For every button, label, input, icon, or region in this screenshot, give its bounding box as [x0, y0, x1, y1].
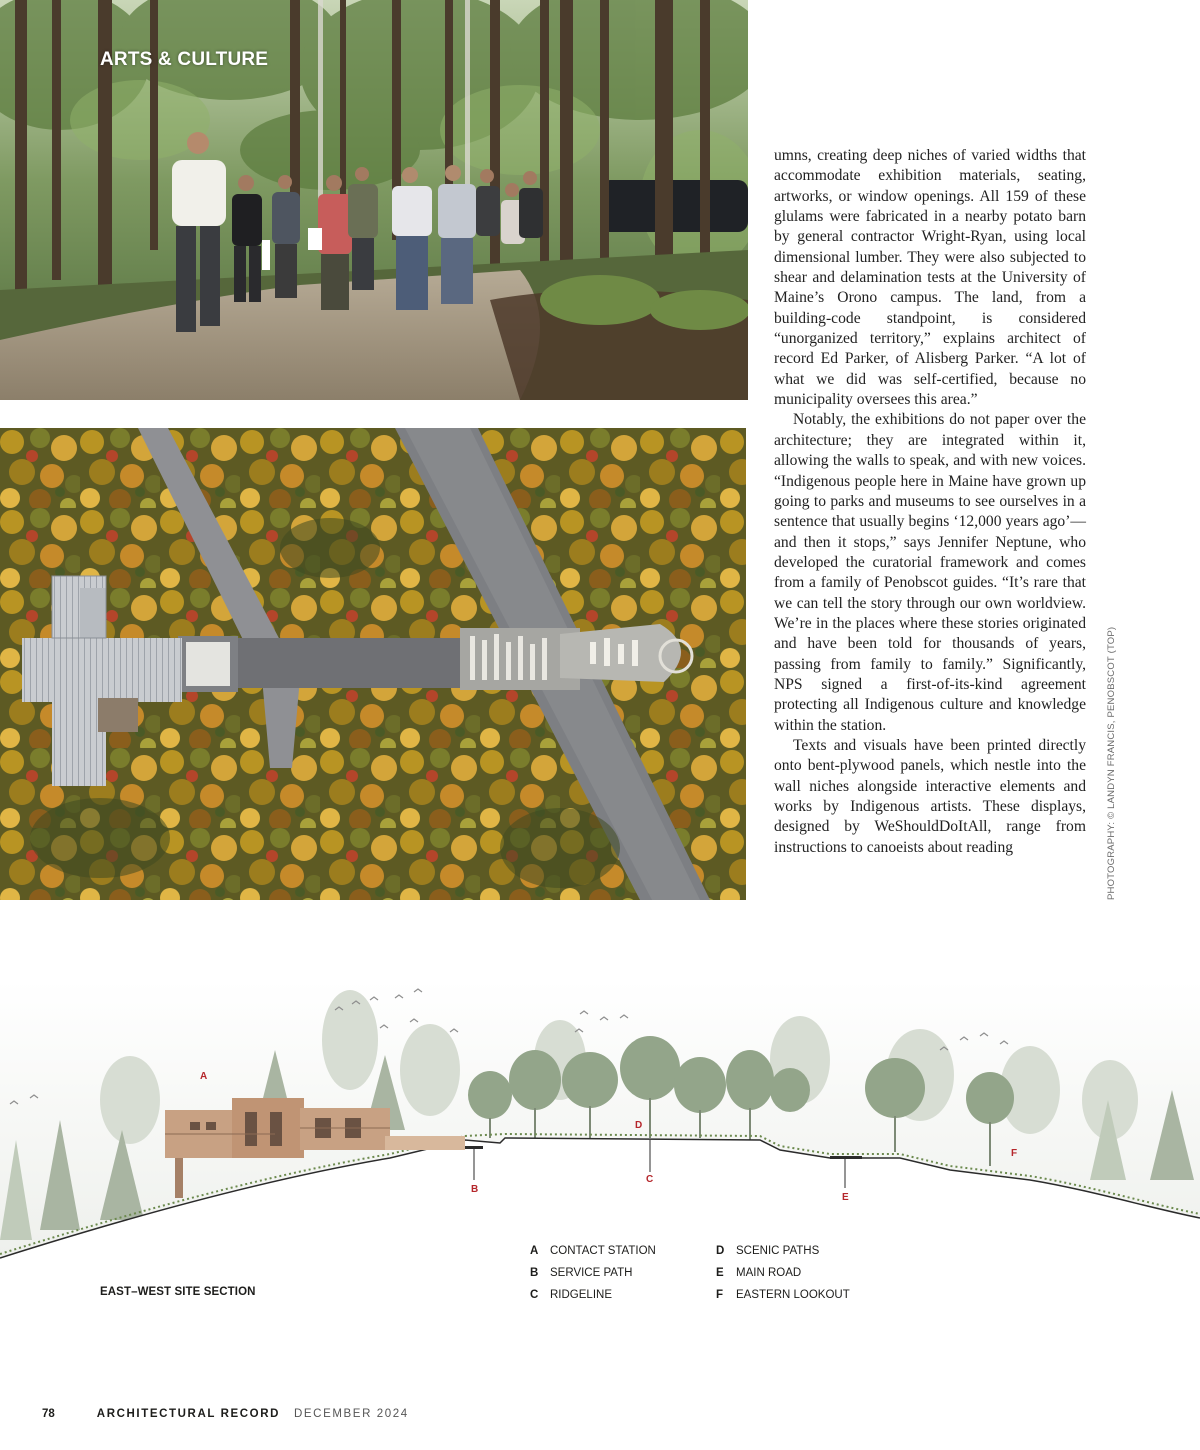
legend-item	[530, 1245, 656, 1257]
section-marker-d: D	[635, 1120, 643, 1131]
aerial-photo-contact-station	[0, 428, 746, 900]
legend-label: RIDGELINE	[550, 1289, 612, 1301]
legend-key: A	[530, 1245, 539, 1257]
legend-label: EASTERN LOOKOUT	[736, 1289, 850, 1301]
legend-label: SERVICE PATH	[550, 1267, 633, 1279]
section-tag: ARTS & CULTURE	[100, 49, 269, 70]
section-caption: EAST–WEST SITE SECTION	[100, 1286, 256, 1298]
page-number: 78	[42, 1408, 55, 1420]
issue-date: DECEMBER 2024	[294, 1408, 409, 1420]
photo-credit: PHOTOGRAPHY: © LANDYN FRANCIS, PENOBSCOT (TOP)	[1106, 626, 1117, 900]
page-footer	[42, 1408, 409, 1420]
section-marker-a: A	[200, 1071, 208, 1082]
legend-item	[530, 1267, 632, 1279]
legend-key: D	[716, 1245, 725, 1257]
legend-item	[716, 1245, 819, 1257]
legend-label: MAIN ROAD	[736, 1267, 802, 1279]
legend-label: SCENIC PATHS	[736, 1245, 820, 1257]
section-marker-b: B	[471, 1184, 479, 1195]
legend-item	[716, 1289, 850, 1301]
legend-item	[716, 1267, 801, 1279]
site-section-drawing	[0, 980, 1200, 1260]
article-paragraph: Texts and visuals have been printed directly onto bent-plywood panels, which nestle into the wall niches alongside interactive elements and works by Indigenous artists. These displays, designed by WeShouldDoItAll, range from instructions to canoeists about reading	[774, 736, 1086, 856]
section-marker-e: E	[842, 1192, 849, 1203]
legend-key: B	[530, 1267, 539, 1279]
legend-label: CONTACT STATION	[550, 1245, 656, 1257]
legend-item	[530, 1289, 612, 1301]
article-paragraph: Notably, the exhibitions do not paper over the architecture; they are integrated within it, allowing the walls to speak, and with new voices. “Indigenous people here in Maine have grown up going to parks and museums to see ourselves in a sentence that usually begins ‘12,000 years ago’—and then it stops,” says Jennifer Neptune, who developed the curatorial framework and comes from a family of Penobscot guides. “It’s rare that we can tell the story through our own worldview. We’re in the places where these stories originated and have been told for thousands of years, passing from family to family.” Significantly, NPS signed a first-of-its-kind agreement protecting all Indigenous culture and knowledge within the station.	[774, 411, 1086, 734]
legend-key: F	[716, 1289, 724, 1301]
legend-key: C	[530, 1289, 539, 1301]
magazine-name: ARCHITECTURAL RECORD	[96, 1408, 280, 1420]
article-paragraph: umns, creating deep niches of varied widths that accommodate exhibition materials, seating, artworks, or window openings. All 159 of these glulams were fabricated in a nearby potato barn by general contractor Wright-Ryan, using local dimensional lumber. They were also subjected to shear and delamination tests at the University of Maine’s Orono campus. The land, from a building-code standpoint, is considered “unorganized territory,” explains architect of record Ed Parker, of Alisberg Parker. “A lot of what we did was self-certified, because no municipality oversees this area.”	[774, 147, 1086, 409]
section-marker-f: F	[1011, 1148, 1018, 1159]
section-marker-c: C	[646, 1174, 654, 1185]
article-body	[774, 146, 1086, 858]
legend-key: E	[716, 1267, 724, 1279]
